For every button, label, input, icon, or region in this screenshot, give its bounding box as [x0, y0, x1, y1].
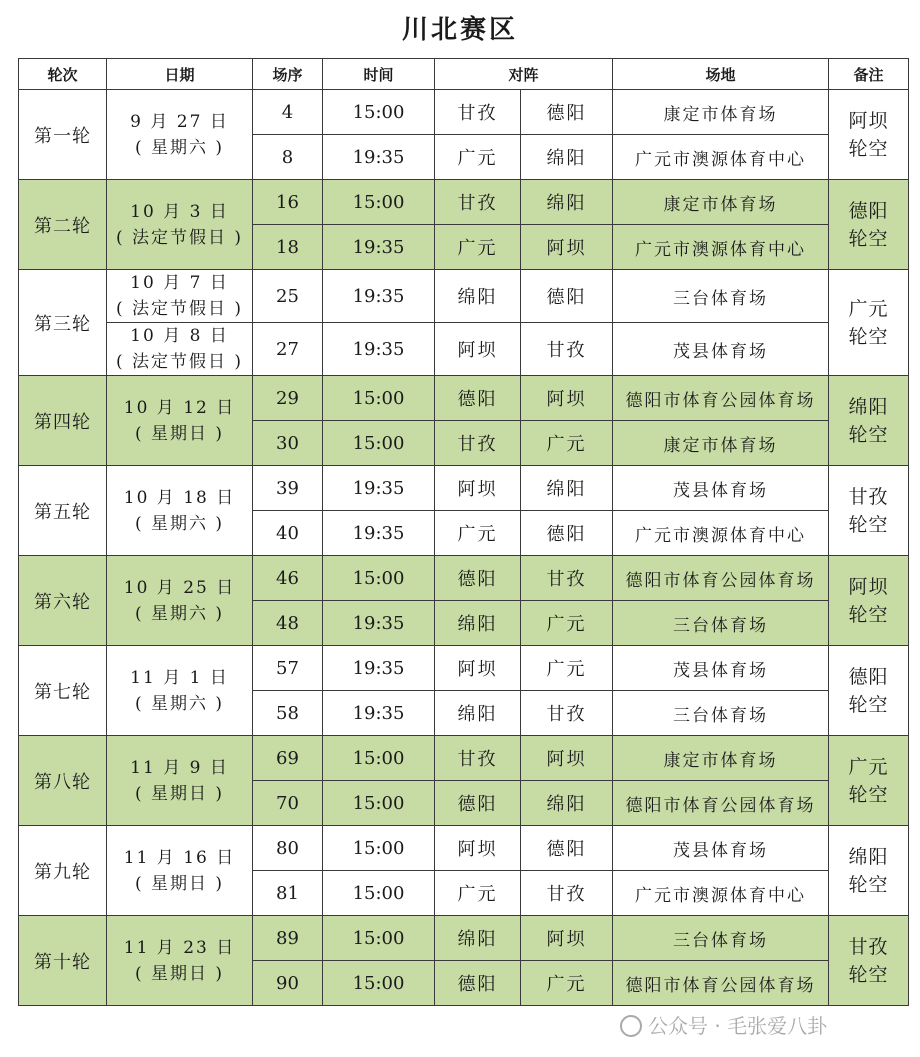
seq-cell: 90 [253, 961, 323, 1006]
seq-cell: 70 [253, 781, 323, 826]
time-cell: 15:00 [323, 421, 435, 466]
watermark-text: 公众号 · 毛张爱八卦 [648, 1014, 828, 1038]
seq-cell: 8 [253, 135, 323, 180]
date-line: ( 星期六 ) [134, 603, 225, 624]
venue-cell: 广元市澳源体育中心 [613, 225, 829, 270]
away-team-cell: 甘孜 [521, 556, 613, 601]
date-line: 10 月 3 日 [130, 201, 229, 222]
date-line: ( 星期日 ) [134, 423, 225, 444]
header-seq: 场序 [253, 59, 323, 90]
time-cell: 15:00 [323, 916, 435, 961]
note-line: 阿坝 [848, 109, 889, 132]
away-team-cell: 绵阳 [521, 135, 613, 180]
away-team-cell: 甘孜 [521, 871, 613, 916]
table-row [19, 376, 909, 421]
date-line: 10 月 18 日 [123, 487, 236, 508]
away-team-cell: 阿坝 [521, 225, 613, 270]
note-cell [829, 556, 909, 646]
venue-cell: 康定市体育场 [613, 90, 829, 135]
note-line: 阿坝 [848, 575, 889, 598]
home-team-cell: 甘孜 [435, 180, 521, 225]
note-cell [829, 916, 909, 1006]
note-cell [829, 646, 909, 736]
schedule-body [19, 90, 909, 1006]
round-cell: 第五轮 [19, 466, 107, 556]
away-team-cell: 阿坝 [521, 916, 613, 961]
note-line: 轮空 [848, 423, 889, 446]
venue-cell: 康定市体育场 [613, 421, 829, 466]
away-team-cell: 甘孜 [521, 691, 613, 736]
note-cell [829, 90, 909, 180]
date-line: 11 月 16 日 [123, 847, 236, 868]
round-cell: 第六轮 [19, 556, 107, 646]
note-line: 德阳 [848, 665, 889, 688]
note-cell [829, 376, 909, 466]
header-round: 轮次 [19, 59, 107, 90]
venue-cell: 康定市体育场 [613, 180, 829, 225]
header-time: 时间 [323, 59, 435, 90]
note-line: 轮空 [848, 963, 889, 986]
date-line: ( 法定节假日 ) [115, 352, 244, 372]
date-line: 11 月 9 日 [130, 757, 229, 778]
venue-cell: 德阳市体育公园体育场 [613, 781, 829, 826]
note-line: 绵阳 [848, 395, 889, 418]
date-line: ( 星期日 ) [134, 783, 225, 804]
date-line: ( 星期日 ) [134, 963, 225, 984]
home-team-cell: 甘孜 [435, 736, 521, 781]
time-cell: 19:35 [323, 270, 435, 323]
note-line: 轮空 [848, 693, 889, 716]
seq-cell: 16 [253, 180, 323, 225]
note-line: 甘孜 [848, 485, 889, 508]
home-team-cell: 阿坝 [435, 466, 521, 511]
venue-cell: 茂县体育场 [613, 826, 829, 871]
venue-cell: 广元市澳源体育中心 [613, 135, 829, 180]
seq-cell: 48 [253, 601, 323, 646]
away-team-cell: 德阳 [521, 270, 613, 323]
date-line: ( 星期六 ) [134, 693, 225, 714]
date-line: 10 月 7 日 [130, 273, 229, 293]
home-team-cell: 德阳 [435, 376, 521, 421]
seq-cell: 58 [253, 691, 323, 736]
header-venue: 场地 [613, 59, 829, 90]
time-cell: 19:35 [323, 135, 435, 180]
time-cell: 19:35 [323, 225, 435, 270]
away-team-cell: 德阳 [521, 826, 613, 871]
home-team-cell: 德阳 [435, 781, 521, 826]
venue-cell: 德阳市体育公园体育场 [613, 961, 829, 1006]
seq-cell: 81 [253, 871, 323, 916]
venue-cell: 茂县体育场 [613, 466, 829, 511]
table-row [19, 736, 909, 781]
note-line: 轮空 [848, 783, 889, 806]
venue-cell: 德阳市体育公园体育场 [613, 376, 829, 421]
date-cell [107, 180, 253, 270]
page-title: 川北赛区 [401, 15, 518, 45]
seq-cell: 89 [253, 916, 323, 961]
table-row [19, 466, 909, 511]
note-line: 广元 [848, 755, 889, 778]
away-team-cell: 绵阳 [521, 781, 613, 826]
header-row [19, 59, 909, 90]
note-cell [829, 736, 909, 826]
away-team-cell: 广元 [521, 646, 613, 691]
table-row [19, 826, 909, 871]
date-line: 11 月 23 日 [123, 937, 236, 958]
date-cell [107, 376, 253, 466]
home-team-cell: 广元 [435, 511, 521, 556]
venue-cell: 三台体育场 [613, 601, 829, 646]
time-cell: 15:00 [323, 376, 435, 421]
venue-cell: 广元市澳源体育中心 [613, 871, 829, 916]
seq-cell: 25 [253, 270, 323, 323]
date-line: ( 法定节假日 ) [115, 299, 244, 319]
table-row [19, 323, 909, 376]
note-line: 轮空 [848, 137, 889, 160]
away-team-cell: 广元 [521, 421, 613, 466]
time-cell: 15:00 [323, 180, 435, 225]
away-team-cell: 德阳 [521, 90, 613, 135]
round-cell: 第三轮 [19, 270, 107, 376]
seq-cell: 80 [253, 826, 323, 871]
date-line: 10 月 25 日 [123, 577, 236, 598]
date-line: ( 星期六 ) [134, 513, 225, 534]
date-cell [107, 270, 253, 323]
away-team-cell: 绵阳 [521, 180, 613, 225]
date-line: 10 月 8 日 [130, 326, 229, 346]
time-cell: 15:00 [323, 961, 435, 1006]
table-row [19, 180, 909, 225]
time-cell: 15:00 [323, 556, 435, 601]
time-cell: 19:35 [323, 511, 435, 556]
home-team-cell: 绵阳 [435, 916, 521, 961]
table-row [19, 90, 909, 135]
note-line: 轮空 [848, 873, 889, 896]
note-line: 德阳 [848, 199, 889, 222]
date-cell [107, 323, 253, 376]
date-line: ( 法定节假日 ) [115, 227, 244, 248]
venue-cell: 茂县体育场 [613, 323, 829, 376]
note-line: 绵阳 [848, 845, 889, 868]
date-cell [107, 826, 253, 916]
venue-cell: 德阳市体育公园体育场 [613, 556, 829, 601]
table-row [19, 270, 909, 323]
round-cell: 第四轮 [19, 376, 107, 466]
away-team-cell: 甘孜 [521, 323, 613, 376]
round-cell: 第七轮 [19, 646, 107, 736]
round-cell: 第十轮 [19, 916, 107, 1006]
seq-cell: 57 [253, 646, 323, 691]
away-team-cell: 广元 [521, 961, 613, 1006]
home-team-cell: 甘孜 [435, 421, 521, 466]
date-cell [107, 556, 253, 646]
time-cell: 19:35 [323, 601, 435, 646]
seq-cell: 18 [253, 225, 323, 270]
home-team-cell: 德阳 [435, 961, 521, 1006]
date-cell [107, 736, 253, 826]
note-line: 广元 [848, 297, 889, 320]
time-cell: 19:35 [323, 691, 435, 736]
time-cell: 15:00 [323, 826, 435, 871]
round-cell: 第一轮 [19, 90, 107, 180]
date-line: 11 月 1 日 [130, 667, 229, 688]
home-team-cell: 甘孜 [435, 90, 521, 135]
home-team-cell: 阿坝 [435, 826, 521, 871]
date-cell [107, 466, 253, 556]
schedule-table [18, 58, 909, 1006]
time-cell: 15:00 [323, 90, 435, 135]
home-team-cell: 德阳 [435, 556, 521, 601]
date-line: 9 月 27 日 [130, 111, 229, 132]
away-team-cell: 阿坝 [521, 376, 613, 421]
home-team-cell: 阿坝 [435, 323, 521, 376]
home-team-cell: 绵阳 [435, 691, 521, 736]
table-row [19, 646, 909, 691]
venue-cell: 广元市澳源体育中心 [613, 511, 829, 556]
venue-cell: 康定市体育场 [613, 736, 829, 781]
seq-cell: 4 [253, 90, 323, 135]
away-team-cell: 阿坝 [521, 736, 613, 781]
date-cell [107, 90, 253, 180]
date-line: ( 星期日 ) [134, 873, 225, 894]
home-team-cell: 广元 [435, 871, 521, 916]
time-cell: 15:00 [323, 781, 435, 826]
seq-cell: 27 [253, 323, 323, 376]
time-cell: 19:35 [323, 466, 435, 511]
date-cell [107, 916, 253, 1006]
note-line: 轮空 [848, 603, 889, 626]
home-team-cell: 广元 [435, 225, 521, 270]
date-line: 10 月 12 日 [123, 397, 236, 418]
seq-cell: 30 [253, 421, 323, 466]
note-cell [829, 826, 909, 916]
seq-cell: 29 [253, 376, 323, 421]
note-cell [829, 270, 909, 376]
note-line: 甘孜 [848, 935, 889, 958]
time-cell: 19:35 [323, 323, 435, 376]
header-matchup: 对阵 [435, 59, 613, 90]
seq-cell: 69 [253, 736, 323, 781]
note-cell [829, 180, 909, 270]
time-cell: 19:35 [323, 646, 435, 691]
note-cell [829, 466, 909, 556]
home-team-cell: 广元 [435, 135, 521, 180]
away-team-cell: 绵阳 [521, 466, 613, 511]
table-row [19, 916, 909, 961]
home-team-cell: 绵阳 [435, 601, 521, 646]
note-line: 轮空 [848, 227, 889, 250]
seq-cell: 39 [253, 466, 323, 511]
table-row [19, 556, 909, 601]
header-note: 备注 [829, 59, 909, 90]
date-cell [107, 646, 253, 736]
round-cell: 第九轮 [19, 826, 107, 916]
note-line: 轮空 [848, 513, 889, 536]
home-team-cell: 阿坝 [435, 646, 521, 691]
header-date: 日期 [107, 59, 253, 90]
date-line: ( 星期六 ) [134, 137, 225, 158]
seq-cell: 40 [253, 511, 323, 556]
home-team-cell: 绵阳 [435, 270, 521, 323]
watermark [620, 1010, 827, 1039]
venue-cell: 三台体育场 [613, 270, 829, 323]
wechat-icon [620, 1015, 642, 1037]
time-cell: 15:00 [323, 871, 435, 916]
venue-cell: 三台体育场 [613, 916, 829, 961]
round-cell: 第二轮 [19, 180, 107, 270]
away-team-cell: 广元 [521, 601, 613, 646]
venue-cell: 茂县体育场 [613, 646, 829, 691]
seq-cell: 46 [253, 556, 323, 601]
time-cell: 15:00 [323, 736, 435, 781]
away-team-cell: 德阳 [521, 511, 613, 556]
note-line: 轮空 [848, 325, 889, 348]
round-cell: 第八轮 [19, 736, 107, 826]
venue-cell: 三台体育场 [613, 691, 829, 736]
